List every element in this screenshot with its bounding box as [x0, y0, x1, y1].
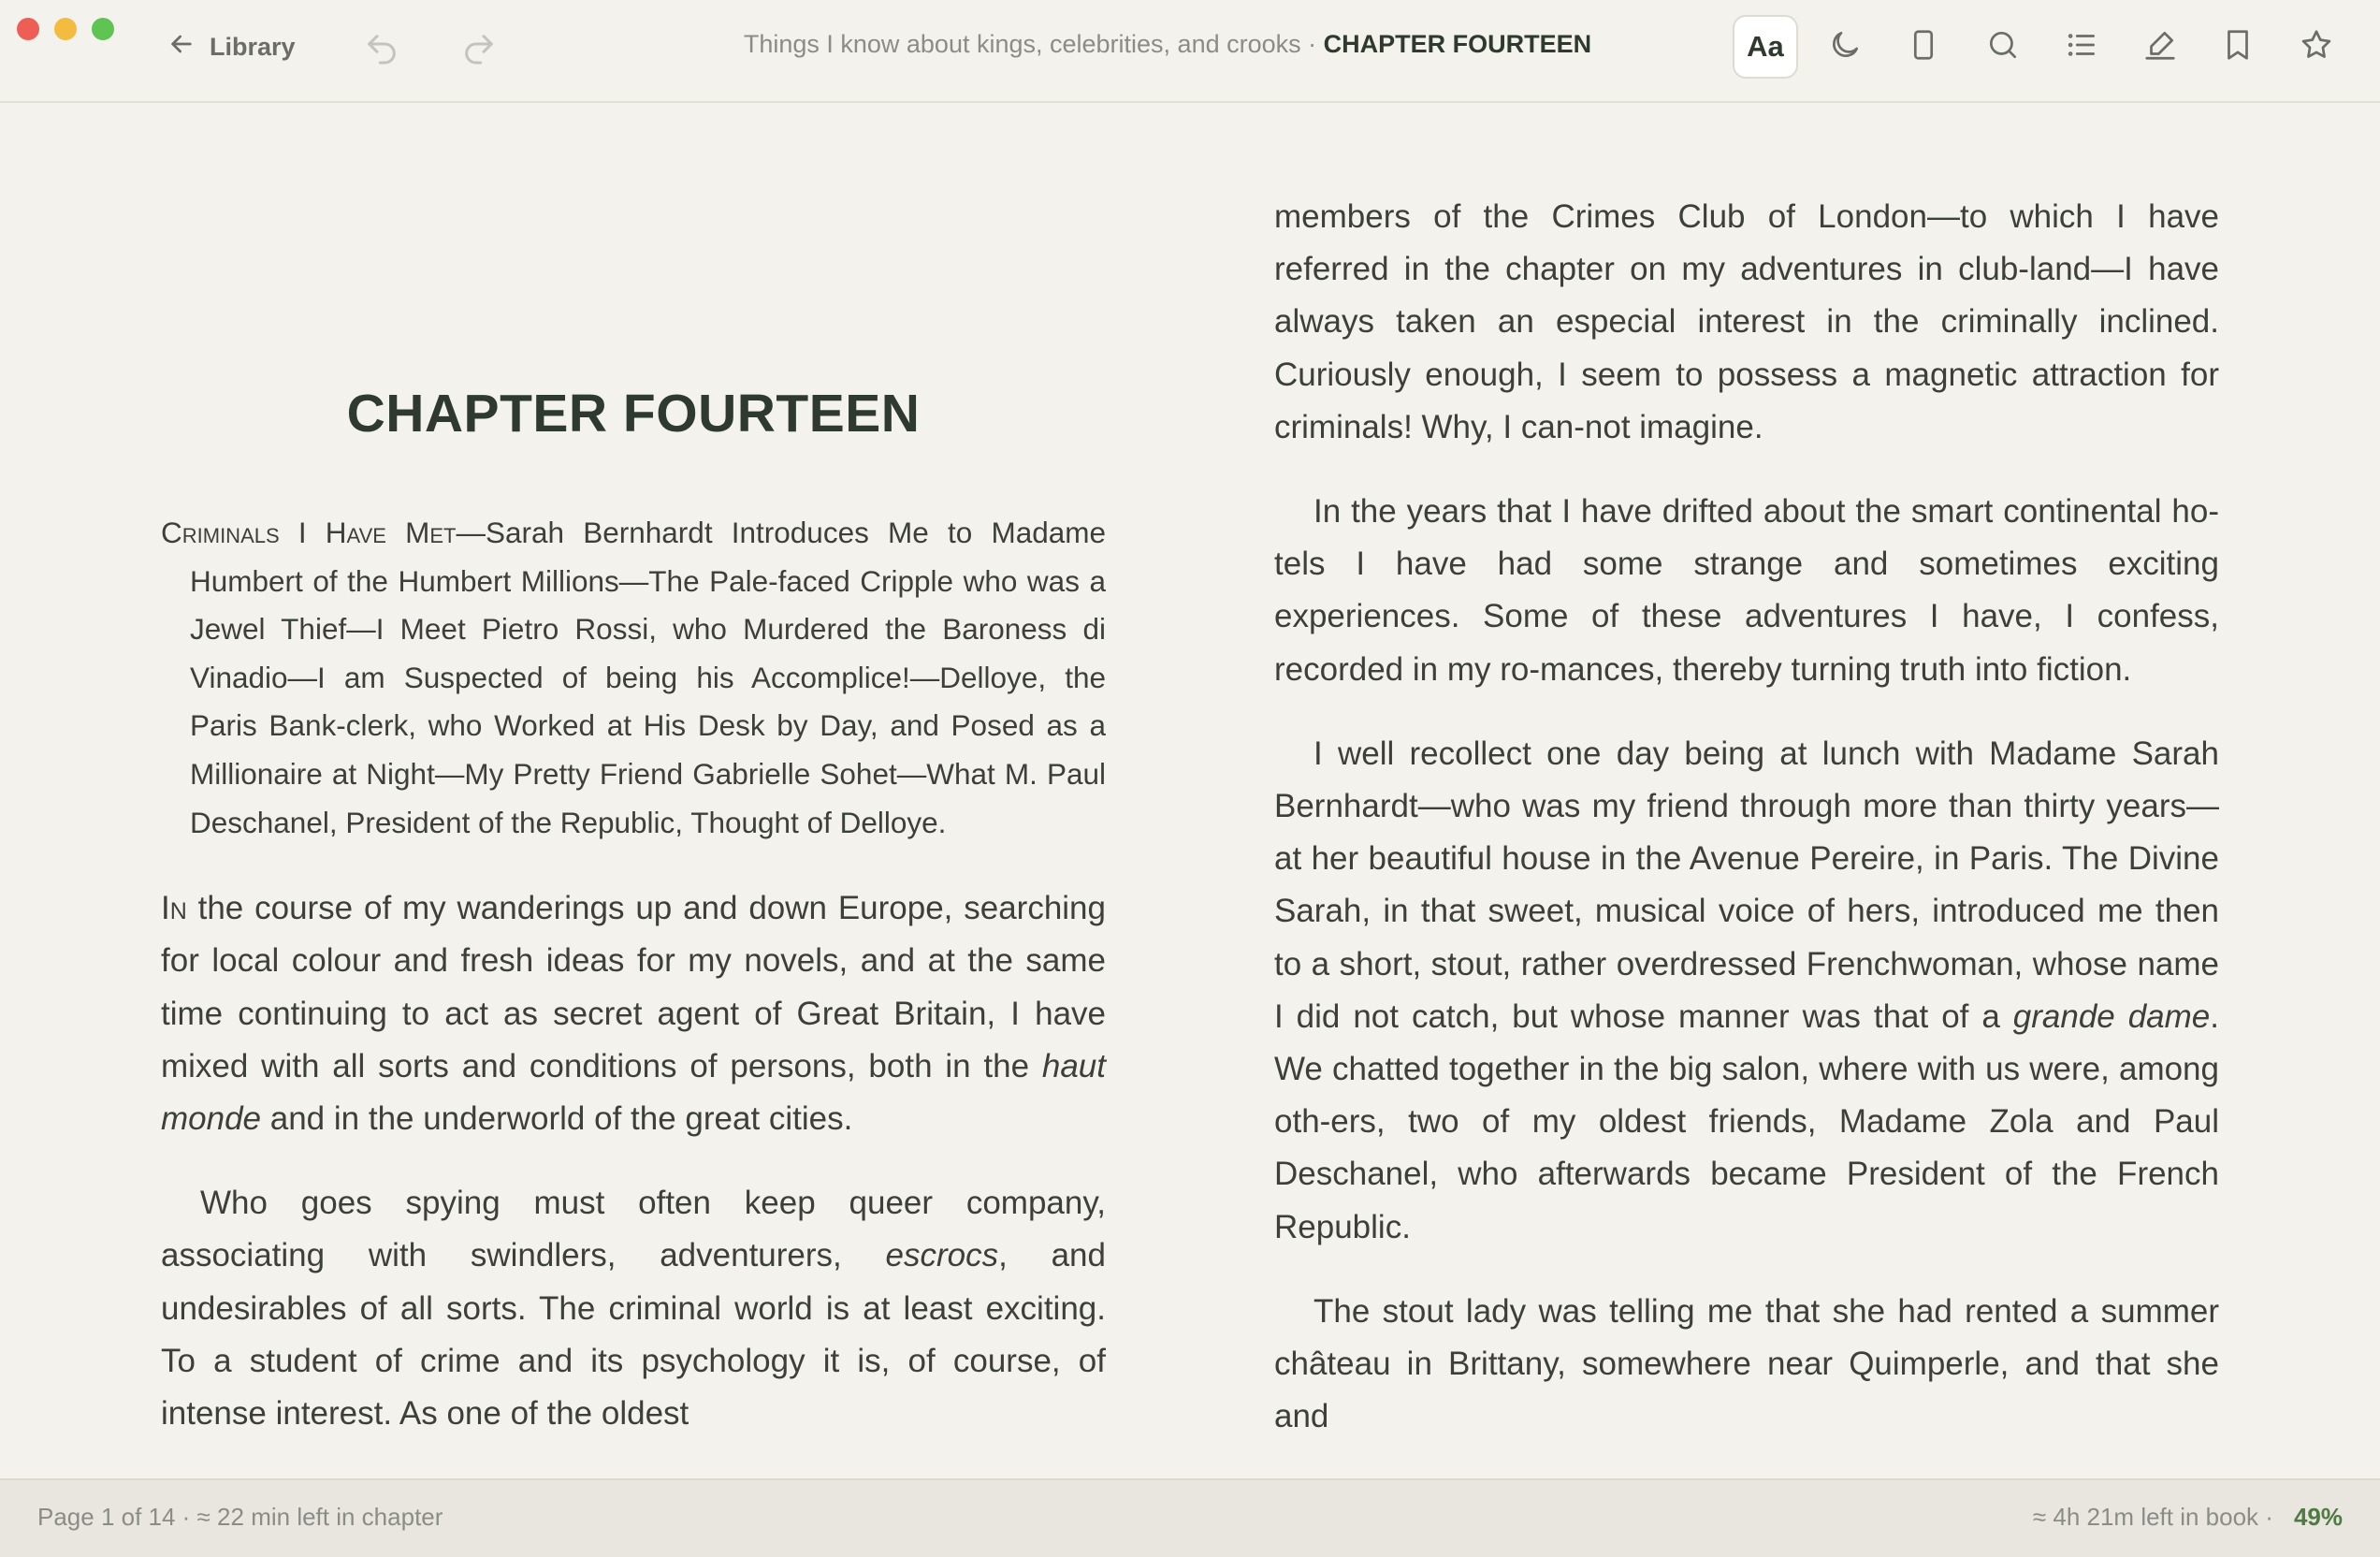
paragraph-5: [1274, 728, 2219, 1254]
progress-percent: 49%: [2293, 1503, 2343, 1531]
paragraph-1-lead: In: [161, 890, 187, 927]
current-chapter-title: CHAPTER FOURTEEN: [1323, 30, 1592, 58]
list-icon: [2064, 27, 2099, 67]
close-window-button[interactable]: [17, 18, 39, 40]
back-label: Library: [210, 32, 296, 61]
book-title: Things I know about kings, celebrities, and crooks: [743, 30, 1301, 58]
paragraph-1-emphasis: haut monde: [161, 1047, 1106, 1137]
table-of-contents-button[interactable]: [2049, 15, 2114, 79]
page-info: Page 1 of 14 · ≈ 22 min left in chapter: [37, 1503, 443, 1531]
minimize-window-button[interactable]: [54, 18, 77, 40]
chapter-synopsis: [161, 509, 1106, 847]
paragraph-1-text-a: the course of my wanderings up and down Europe, searching for local colour and fresh ideas for my novels, and at the same time continuing to act as secret agent of Great Britain, I have mixed with all sorts and conditions of persons, both in the: [161, 890, 1106, 1084]
synopsis-text: —Sarah Bernhardt Introduces Me to Madame Humbert of the Humbert Millions—The Pale-faced Cripple who was a Jewel Thief—I Meet Pietro Rossi, who Murdered the Baroness di Vinadio—I am Suspected of being his Accomplice!—Delloye, the Paris Bank-clerk, who Worked at His Desk by Day, and Posed as a Millionaire at Night—My Pretty Friend Gabrielle Sohet—What M. Paul Deschanel, President of the Republic, Thought of Delloye.: [190, 516, 1107, 839]
undo-button[interactable]: [363, 30, 400, 67]
status-bar: [0, 1478, 2380, 1557]
star-icon: [2299, 27, 2334, 67]
redo-button[interactable]: [460, 30, 498, 67]
paragraph-2-emphasis: escrocs: [885, 1237, 999, 1274]
window-title: [561, 30, 1774, 67]
bookmark-icon: [2220, 27, 2256, 67]
book-progress: [2033, 1503, 2343, 1532]
page-layout-button[interactable]: [1891, 15, 1956, 79]
paragraph-2-text-a: Who goes spying must often keep queer company, associating with swindlers, adventurers,: [161, 1185, 1106, 1274]
highlight-button[interactable]: [2127, 15, 2193, 79]
moon-icon: [1827, 27, 1863, 67]
left-page: [161, 103, 1106, 1440]
paragraph-3: members of the Crimes Club of London—to which I have referred in the chapter on my adventures in club-land—I have always taken an especial interest in the criminally inclined. Curiously enough, I seem to possess a magnetic attraction for criminals! Why, I can-not imagine.: [1274, 198, 2219, 445]
typography-label: Aa: [1747, 30, 1784, 63]
favorite-button[interactable]: [2284, 15, 2349, 79]
bookmark-button[interactable]: [2205, 15, 2271, 79]
title-separator: ·: [1300, 30, 1324, 58]
paragraph-4: In the years that I have drifted about the smart continental ho-tels I have had some strange and sometimes exciting experiences. Some of these adventures I have, I confess, recorded in my ro-mances, thereby turning truth into fiction.: [1274, 493, 2219, 688]
back-to-library-button[interactable]: [167, 26, 296, 67]
paragraph-2-text-b: , and undesirables of all sorts. The criminal world is at least exciting. To a student of crime and its psychology it is, of course, of intense interest. As one of the oldest: [161, 1237, 1106, 1432]
undo-icon: [363, 55, 400, 71]
book-time-left: ≈ 4h 21m left in book ·: [2032, 1503, 2273, 1531]
zoom-window-button[interactable]: [92, 18, 114, 40]
search-button[interactable]: [1970, 15, 2036, 79]
paragraph-5-text-a: I well recollect one day being at lunch with Madame Sarah Bernhardt—who was my friend through more than thirty years—at her beautiful house in the Avenue Pereire, in Paris. The Divine Sarah, in that sweet, musical voice of hers, introduced me then to a short, stout, rather overdressed Frenchwoman, whose name I did not catch, but whose manner was that of a: [1274, 735, 2219, 1035]
paragraph-1-text-b: and in the underworld of the great cities.: [261, 1099, 853, 1137]
night-mode-button[interactable]: [1812, 15, 1878, 79]
paragraph-1: [161, 882, 1106, 1145]
typography-button[interactable]: [1733, 15, 1798, 79]
toolbar: [0, 0, 2380, 103]
paragraph-6: The stout lady was telling me that she had rented a summer château in Brittany, somewhere near Quimperle, and that she and: [1274, 1292, 2219, 1435]
arrow-left-icon: [167, 29, 196, 65]
synopsis-lead: Criminals I Have Met: [161, 516, 457, 549]
highlighter-icon: [2142, 27, 2178, 67]
paragraph-2: [161, 1177, 1106, 1440]
paragraph-5-text-b: . We chatted together in the big salon, where with us were, among oth-ers, two of my oldest friends, Madame Zola and Paul Deschanel, who afterwards became President of the French Republic.: [1274, 997, 2220, 1245]
paragraph-5-emphasis: grande dame: [2012, 997, 2211, 1035]
redo-icon: [460, 55, 498, 71]
right-page: [1274, 191, 2219, 1443]
search-icon: [1985, 27, 2021, 67]
phone-icon: [1906, 27, 1941, 67]
chapter-heading: CHAPTER FOURTEEN: [346, 384, 921, 444]
